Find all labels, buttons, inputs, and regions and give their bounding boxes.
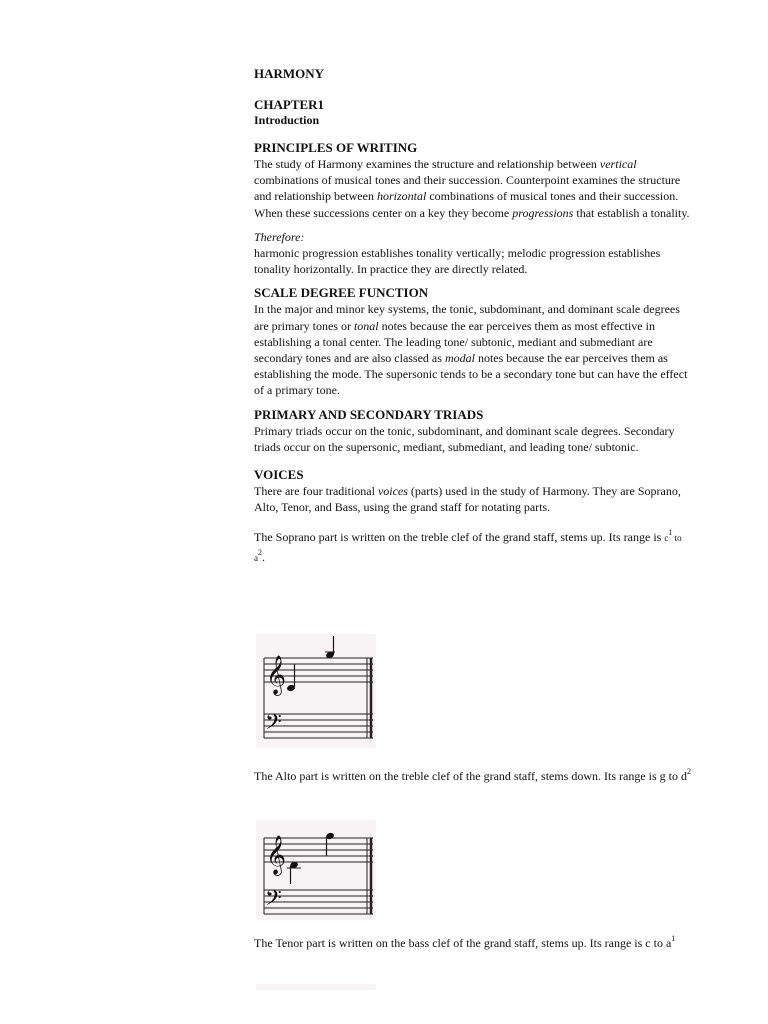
therefore-paragraph: harmonic progression establishes tonality vertically; melodic progression establishes tonality horizontally. In practice they are directly related. (254, 246, 661, 277)
soprano-high-note (325, 636, 335, 659)
alto-paragraph: The Alto part is written on the treble clef of the grand staff, stems down. Its range is g to $d^2$ (254, 767, 692, 783)
alto-low-note (287, 861, 301, 884)
bass-clef-icon: 𝄢 (265, 710, 282, 740)
section-heading-principles: PRINCIPLES OF WRITING (254, 140, 418, 155)
section-heading-triads: PRIMARY AND SECONDARY TRIADS (254, 406, 484, 422)
chapter-subtitle: Introduction (254, 113, 320, 127)
doc-title: HARMONY (254, 66, 325, 81)
alto-section (254, 767, 694, 786)
soprano-staff-svg (256, 634, 376, 748)
therefore-label: Therefore: (254, 229, 305, 244)
bass-clef-icon: 𝄢 (265, 886, 282, 916)
soprano-low-note (286, 664, 296, 692)
soprano-paragraph: The Soprano part is written on the treble clef of the grand staff, stems up. Its range is $c^1$ to $a^2$. (254, 528, 682, 565)
document-page (254, 66, 694, 568)
alto-staff-svg (256, 820, 376, 920)
section-heading-scale-degree: SCALE DEGREE FUNCTION (254, 285, 429, 301)
section-heading-voices: VOICES (254, 467, 304, 483)
treble-clef-icon: 𝄞 (266, 655, 287, 695)
soprano-range-staff (256, 634, 376, 748)
chapter-heading: CHAPTER1 (254, 97, 325, 112)
treble-clef-icon: 𝄞 (266, 835, 287, 875)
tenor-section (254, 934, 694, 953)
tenor-staff-top-edge (256, 984, 376, 990)
principles-paragraph: The study of Harmony examines the structure and relationship between vertical combinations of musical tones and their succession. Counterpoint examines the structure and relationship between horizontal combinations of musical tones and their succession. When these successions center on a key they become progressions that establish a tonality. (254, 157, 690, 220)
alto-range-staff (256, 820, 376, 920)
voices-paragraph: There are four traditional voices (parts) used in the study of Harmony. They are Soprano, Alto, Tenor, and Bass, using the grand staff for notating parts. (254, 484, 681, 515)
tenor-paragraph: The Tenor part is written on the bass clef of the grand staff, stems up. Its range is c to $a^1$ (254, 934, 676, 950)
triads-paragraph: Primary triads occur on the tonic, subdominant, and dominant scale degrees. Secondary triads occur on the supersonic, mediant, submediant, and leading tone/ subtonic. (254, 423, 675, 454)
scale-degree-paragraph: In the major and minor key systems, the tonic, subdominant, and dominant scale degrees are primary tones or tonal notes because the ear perceives them as most effective in establishing a tonal center. The leading tone/ subtonic, mediant and submediant are secondary tones and are also classed as modal notes because the ear perceives them as establishing the mode. The supersonic tends to be a secondary tone but can have the effect of a primary tone. (254, 302, 688, 398)
